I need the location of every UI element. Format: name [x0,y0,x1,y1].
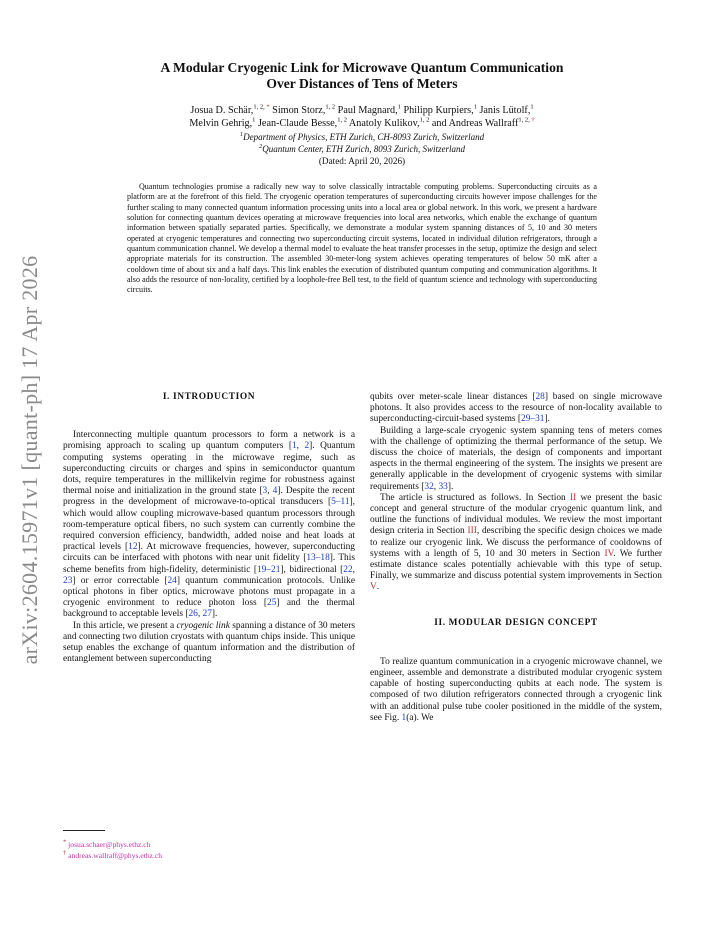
author: Janis Lütolf,$^1$ [476,103,534,116]
affiliations [112,132,612,155]
paragraph: The article is structured as follows. In Section II we present the basic concept and general structure of the modular cryogenic quantum link, and outline the functions of individual modules. We review the most important design criteria in Section III, describing the specific design choices we made to realize our cryogenic link. We discuss the performance of cooldowns of systems with a length of 5, 10 and 30 meters in Section IV. We further estimate distance scales potentially achievable with this type of setup. Finally, we summarize and discuss potential system improvements in Section V. [370,492,662,593]
affiliation: $^2$Quantum Center, ETH Zurich, 8093 Zurich, Switzerland [258,142,465,154]
paragraph: Interconnecting multiple quantum processors to form a network is a promising approach to scaling up quantum computers [1, 2]. Quantum computing systems operating in the microwave regime, such as superconducting circuits or charges and spins in semiconductor quantum dots, require temperatures in the millikelvin regime for robustness against thermal noise and initialization in the ground state [3, 4]. Despite the recent progress in the development of microwave-to-optical transducers [5–11], which would allow coupling microwave-based quantum processors through room-temperature optical fibers, no such system can currently combine the required conversion efficiency, bandwidth, added noise and heat loads at practical levels [12]. At microwave frequencies, however, superconducting circuits can be interfaced with photons with near unit fidelity [13–18]. This scheme benefits from high-fidelity, deterministic [19–21], bidirectional [22, 23] or error correctable [24] quantum communication protocols. Unlike optical photons in fiber optics, microwave photons must propagate in a cryogenic environment to reduce photon loss [25] and the thermal background to acceptable levels [26, 27]. [63,430,356,620]
title-line-1: A Modular Cryogenic Link for Microwave Quantum Communication [160,60,564,75]
citation-link[interactable]: 13–18 [306,553,330,564]
section-link[interactable]: II [569,492,577,503]
paper-header [112,60,612,167]
affiliation: $^1$Department of Physics, ETH Zurich, CH-8093 Zurich, Switzerland [239,131,485,142]
paragraph: qubits over meter-scale linear distances [28] based on single microwave photons. It also provides access to the resource of non-locality available to superconducting-circuit-based systems [29–31]. [370,392,662,425]
citation-link[interactable]: 33 [438,481,448,492]
citation-link[interactable]: 23 [63,575,73,586]
footnote-rule [63,830,105,831]
author: and Andreas Wallraff$^{1, 2,}$ † [429,116,535,129]
author: Simon Storz,$^{1, 2}$ [269,103,336,116]
email-link[interactable]: josua.schaer@phys.ethz.ch [68,840,151,849]
author: Josua D. Schär,$^{1, 2,}$ * [190,103,270,116]
title-line-2: Over Distances of Tens of Meters [266,76,458,91]
paragraph: Building a large-scale cryogenic system spanning tens of meters comes with the challenge of optimizing the thermal performance of the setup. We discuss the choice of materials, the design of components and important aspects in the thermal engineering of the system. The insights we present are generally applicable in the development of cryogenic systems with similar requirements [32, 33]. [370,425,662,492]
section-heading-introduction: I. INTRODUCTION [162,392,256,402]
footnotes [63,840,355,861]
citation-link[interactable]: 3 [262,486,268,497]
citation-link[interactable]: 32 [424,481,434,492]
citation-link[interactable]: 25 [267,598,277,609]
footnote: * josua.schaer@phys.ethz.ch [63,838,151,849]
citation-link[interactable]: 29–31 [521,414,545,425]
arxiv-sidebar [10,180,50,740]
abstract: Quantum technologies promise a radically new way to solve classically intractable computing problems. Superconducting circuits as a platform are at the forefront of this field. The cryogenic operation temperatures of superconducting circuits however impose challenges for the further scaling to many connected quantum information processing units into a local area or global network. In this work, we present a hardware solution for connecting quantum devices operating at microwave frequencies into local area networks, which enable the exchange of quantum information between spatially separated parties. Specifically, we demonstrate a modular system spanning distances of 5, 10 and 30 meters operated at cryogenic temperatures and connecting two superconducting circuit systems, located in individual dilution refrigerators, through a quantum communication channel. We develop a thermal model to evaluate the heat transfer processes in the setup, optimize the design and select appropriate materials for its construction. The assembled 30-meter-long system achieves operating temperatures of below 50 mK after a cooldown time of about six and a half days. This link enables the execution of distributed quantum computing and communication algorithms. It also adds the resource of non-locality, certified by a loophole-free Bell test, to the field of quantum science and technology with superconducting circuits. [127,182,597,295]
citation-link[interactable]: 22 [343,564,353,575]
citation-link[interactable]: 5–11 [331,497,350,508]
paragraph: To realize quantum communication in a cryogenic microwave channel, we engineer, assemble and demonstrate a distributed modular cryogenic system capable of hosting superconducting qubits at each node. The system is composed of two dilution refrigerators connected through a cryogenic link with an additional pulse tube cooler positioned in the middle of the system, see Fig. 1(a). We [370,656,662,723]
author-line [112,104,612,117]
left-column [63,392,355,665]
section-link[interactable]: III [467,526,477,537]
paragraph: In this article, we present a cryogenic link spanning a distance of 30 meters and connecting two dilution cryostats with quantum chips inside. This unique setup enables the exchange of quantum information and the distribution of entanglement between superconducting [63,620,355,665]
right-column [370,392,662,724]
citation-link[interactable]: 2 [304,441,310,452]
citation-link[interactable]: 26 [188,609,198,620]
author-list [112,104,612,130]
citation-link[interactable]: 12 [128,542,138,553]
section-link[interactable]: V [370,582,377,593]
citation-link[interactable]: 1 [401,712,407,723]
citation-link[interactable]: 27 [202,609,212,620]
arxiv-identifier: arXiv:2604.15971v1 [quant-ph] 17 Apr 2026 [17,255,42,665]
author: Philipp Kurpiers,$^1$ [400,103,477,116]
footnote: † andreas.wallraff@phys.ethz.ch [63,848,163,860]
citation-link[interactable]: 19–21 [256,564,281,575]
citation-link[interactable]: 24 [167,575,177,586]
date-line: (Dated: April 20, 2026) [318,156,406,166]
email-link[interactable]: andreas.wallraff@phys.ethz.ch [68,850,163,860]
section-link[interactable]: IV [604,548,614,559]
author: Jean-Claude Besse,$^{1, 2}$ [255,116,347,129]
paper-title [112,60,612,92]
author: Paul Magnard,$^1$ [335,103,401,116]
author: Melvin Gehrig,$^1$ [189,116,256,129]
citation-link[interactable]: 4 [272,486,278,497]
author: Anatoly Kulikov,$^{1, 2}$ [346,116,430,129]
author-line [112,117,612,130]
citation-link[interactable]: 28 [535,392,545,402]
citation-link[interactable]: 1 [291,441,297,452]
section-heading-modular-design: II. MODULAR DESIGN CONCEPT [434,617,598,628]
